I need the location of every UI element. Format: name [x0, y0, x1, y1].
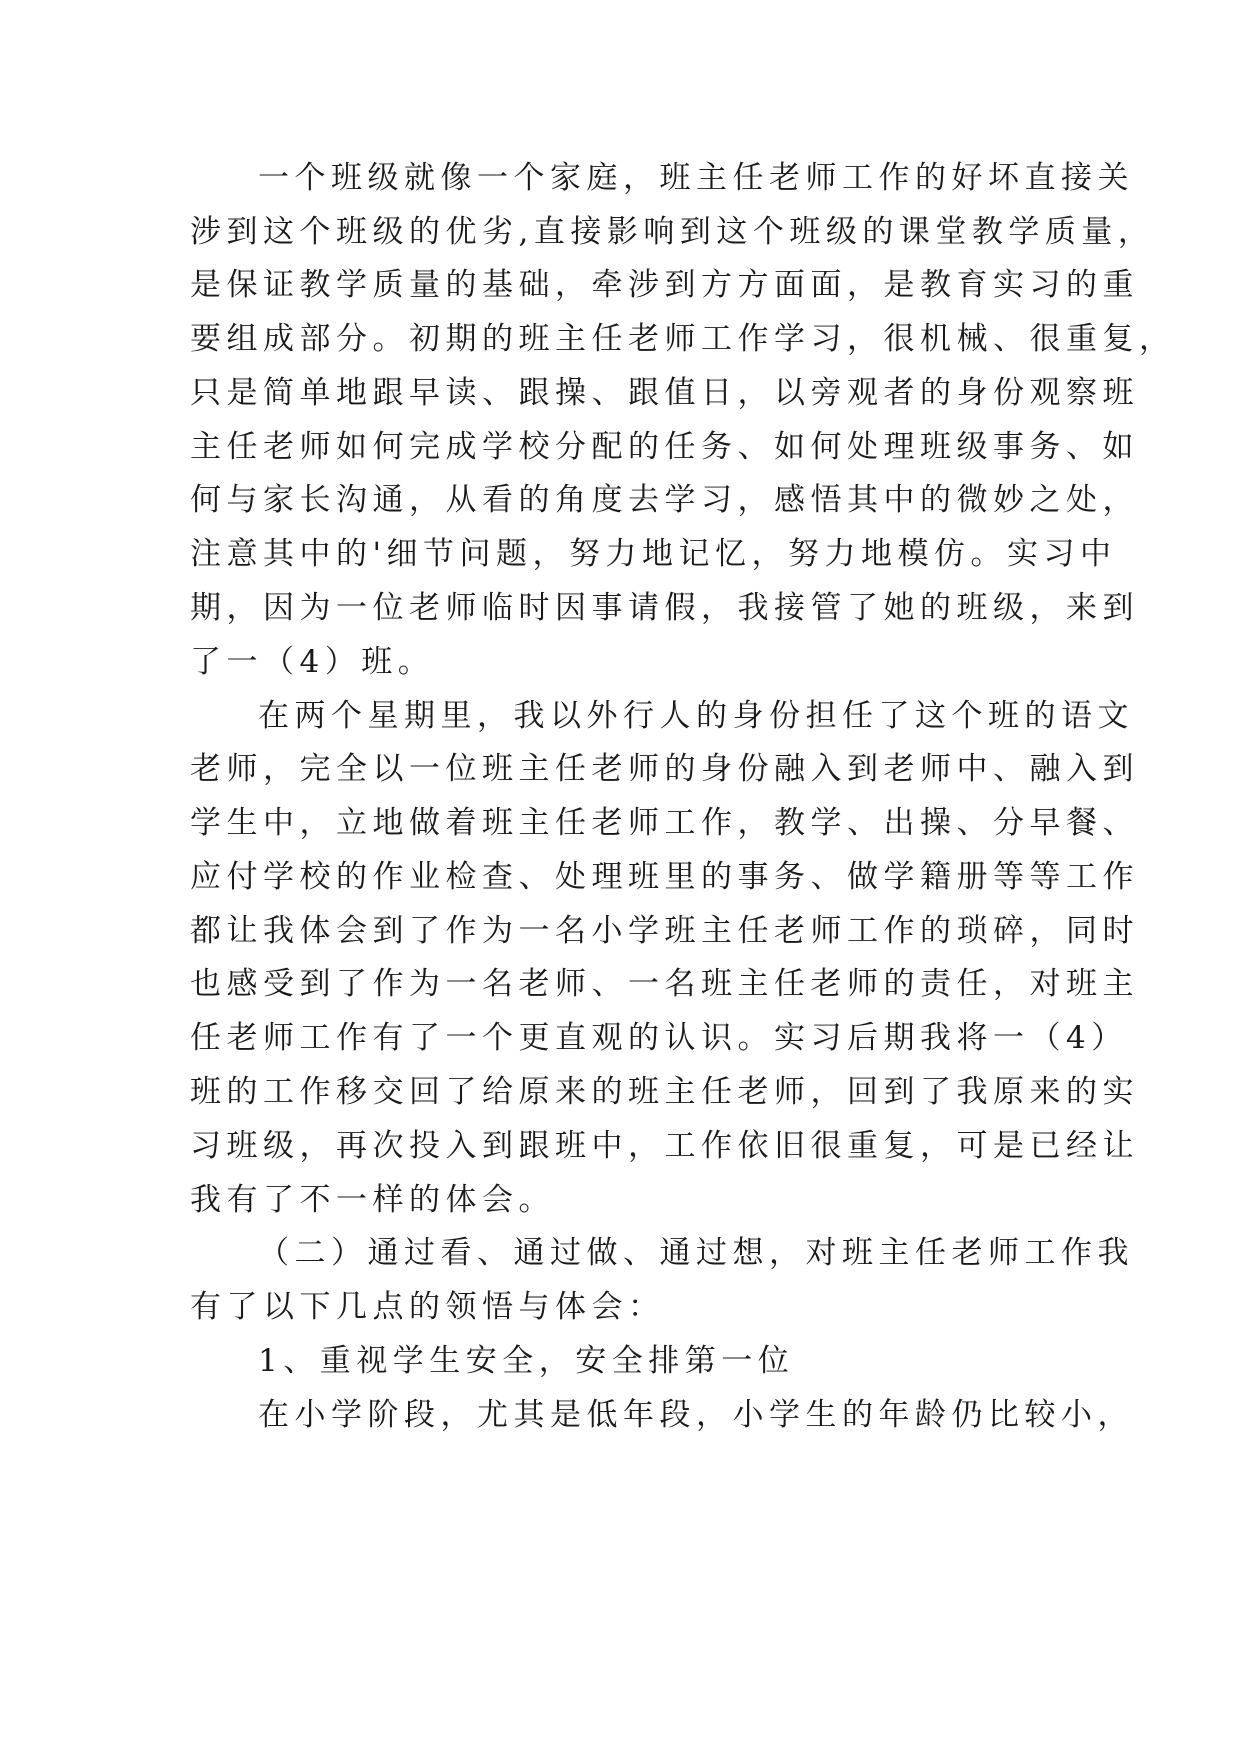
paragraph-line: （二）通过看、通过做、通过想，对班主任老师工作我	[258, 1235, 1134, 1271]
paragraph-line: 也感受到了作为一名老师、一名班主任老师的责任，对班主	[190, 966, 1139, 1002]
paragraph-line: 主任老师如何完成学校分配的任务、如何处理班级事务、如	[190, 429, 1139, 465]
paragraph-line: 一个班级就像一个家庭，班主任老师工作的好坏直接关	[258, 160, 1134, 196]
paragraph-line: 在两个星期里，我以外行人的身份担任了这个班的语文	[258, 698, 1134, 734]
paragraph-line: 任老师工作有了一个更直观的认识。实习后期我将一（4）	[190, 1020, 1128, 1056]
paragraph-line: 注意其中的'细节问题，努力地记忆，努力地模仿。实习中	[190, 536, 1117, 572]
paragraph-line: 何与家长沟通，从看的角度去学习，感悟其中的微妙之处，	[190, 482, 1139, 518]
paragraph-line: 在小学阶段，尤其是低年段，小学生的年龄仍比较小，	[258, 1397, 1134, 1433]
paragraph-line: 期，因为一位老师临时因事请假，我接管了她的班级，来到	[190, 590, 1139, 626]
paragraph-line: 老师，完全以一位班主任老师的身份融入到老师中、融入到	[190, 751, 1139, 787]
paragraph-line: 只是简单地跟早读、跟操、跟值日，以旁观者的身份观察班	[190, 375, 1139, 411]
paragraph-line: 都让我体会到了作为一名小学班主任老师工作的琐碎，同时	[190, 913, 1139, 949]
paragraph-line: 我有了不一样的体会。	[190, 1182, 555, 1218]
section-heading: 1、重视学生安全，安全排第一位	[258, 1343, 795, 1379]
paragraph-line: 是保证教学质量的基础，牵涉到方方面面，是教育实习的重	[190, 267, 1139, 303]
paragraph-line: 了一（4）班。	[190, 644, 435, 680]
paragraph-line: 有了以下几点的领悟与体会：	[190, 1289, 665, 1325]
paragraph-line: 习班级，再次投入到跟班中，工作依旧很重复，可是已经让	[190, 1128, 1139, 1164]
paragraph-line: 学生中，立地做着班主任老师工作，教学、出操、分早餐、	[190, 805, 1139, 841]
paragraph-line: 应付学校的作业检查、处理班里的事务、做学籍册等等工作	[190, 859, 1139, 895]
paragraph-line: 班的工作移交回了给原来的班主任老师，回到了我原来的实	[190, 1074, 1139, 1110]
paragraph-line: 涉到这个班级的优劣,直接影响到这个班级的课堂教学质量，	[190, 214, 1155, 250]
paragraph-line: 要组成部分。初期的班主任老师工作学习，很机械、很重复，	[190, 321, 1176, 357]
